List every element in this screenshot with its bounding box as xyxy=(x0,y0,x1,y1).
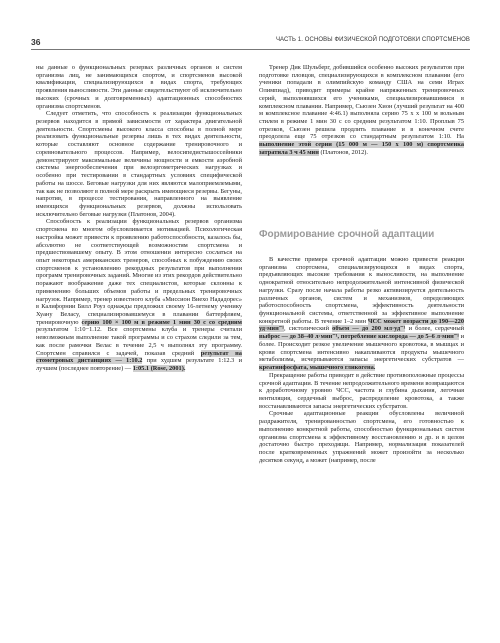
text-run: Способность к реализации функциональных резервов организма спортсмена во многом обусловливается мотивацией. Психологическая настройка может привести к проявлению работоспособности, казалось бы, абсолютно не соответствующей возможностям спортсмена и предшествовавшему опыту. В этом отношении интересно сослаться на опыт некоторых американских тренеров, способных к побуждению своих спортсменов к установлению рекордных результатов при выполнении программ тренировочных заданий. Многие из этих рекордов действительно поражают воображение даже тех специалистов, которые склонны к применению больших объемов работы и предельных тренировочных нагрузок. Например, тренер известного клуба «Миссион Виехо Нададорес» в Калифорнии Билл Роуз однажды предложил своему 16-летнему ученику Хуану Велаcу, специализировавшемуся в плавании баттерфляем, тренировочную xyxy=(36,218,242,326)
section-title: Формирование срочной адаптации xyxy=(259,229,435,240)
right-column-bottom xyxy=(259,256,464,464)
highlighted-text: 1:05.1 (Rose, 2001). xyxy=(132,365,186,373)
highlighted-text: креатинфосфата, мышечного гликогена. xyxy=(259,364,376,372)
highlighted-text: выброс — до 38–40 л·мин⁻¹, потребление кислорода — до 5–6 л·мин⁻¹ xyxy=(259,333,459,341)
paragraph: ны данные о функциональных резервах различных органов и систем организма лиц, не занимающихся спортом, и спортсменов высокой квалификации, специализирующихся в видах спорта, требующих проявления выносливости. Эти данные свидетельствуют об исключительно высоких (срочных и долговременных) адаптационных способностях организма спортсменов. xyxy=(36,64,242,110)
highlighted-text: ЧСС может возрасти до 190—220 уд·мин⁻¹ xyxy=(259,317,464,333)
text-run: , систолический xyxy=(283,325,329,333)
paragraph: Прекращение работы приводит в действие противоположные процессы срочной адаптации. В течение непродолжительного времени возвращаются к доработочному уровню ЧСС, частота и глубина дыхания, легочная вентиляция, сердечный выброс, распределение кровотока, а также восстанавливаются запасы энергетических субстратов. xyxy=(259,371,464,410)
paragraph xyxy=(36,218,242,372)
paragraph xyxy=(259,256,464,372)
page-number: 36 xyxy=(31,37,41,47)
paragraph xyxy=(259,64,464,157)
text-run: В качестве примера срочной адаптации можно привести реакции организма спортсмена, специализирующихся в видах спорта, предъявляющих высокие требования к выносливости, на выполнение однократной относительно непродолжительной интенсивной физической нагрузки. Сразу после начала работы резко активизируется деятельность различных органов, систем и механизмов, определяющих работоспособность спортсмена, эффективность деятельности функциональной системы, ответственной за эффективное выполнение конкретной работы. В течение 1–2 мин xyxy=(259,256,464,325)
left-column xyxy=(36,64,242,373)
highlighted-text: серию 100 × 100 м в режиме 1 мин 30 с со средним xyxy=(81,318,243,326)
text-run: и более. Происходит резкое увеличение мышечного кровотока, в мышцах и крови спортсмена интенсивно накапливаются продукты мышечного метаболизма, исчерпываются запасы энергетических субстратов — xyxy=(259,333,464,364)
right-column-top xyxy=(259,64,464,157)
text-run: (Платонов, 2012). xyxy=(320,148,368,156)
paragraph: Следует отметить, что способность к реализации функциональных резервов находится в прямой зависимости от характера двигательной деятельности. Спортсмены высокого класса способны в полной мере реализовать функциональные резервы лишь в тех видах деятельности, которые составляют основное содержание тренировочного и соревновательного процессов. Например, велосипедистышоссейники демонстрируют максимальные величины мощности и емкости аэробной системы энергообеспечения при велоэргометрических нагрузках и особенно при тестировании в стандартных условиях специфической работы на шоссе. Беговые нагрузки для них являются малоприемлемыми, так как не позволяют в полной мере раскрыть имеющиеся резервы. Бегуны, напротив, в процессе тестирования, направленного на выявление имеющихся функциональных резервов, должны использовать исключительно беговые нагрузки (Платонов, 2004). xyxy=(36,110,242,218)
text-run: Тренер Дик Шульберг, добившийся особенно высоких результатов при подготовке пловцов, специализирующихся в комплексном плавании (его ученики попадали в олимпийскую команду США на семи Играх Олимпиад), приводит примеры крайне напряженных тренировочных серий, выполнявшихся его учениками, специализировавшимися в комплексном плавании. Например, Сьюзен Хион (лучший результат на 400 м комплексное плавание 4:46.1) выполняла серию 75 х х 100 м вольным стилем в режиме 1 мин 30 с со средним результатом 1:10. Проплыв 75 отрезков, Сьюзен решила продлить плавание и в конечном счете преодолела еще 75 отрезков со стандартным результатом 1:10. На xyxy=(259,64,464,141)
text-run: при худшем результате 1:12.3 и лучшем (последнее повторение) — xyxy=(36,357,242,373)
chapter-header: ЧАСТЬ 1. ОСНОВЫ ФИЗИЧЕСКОЙ ПОДГОТОВКИ СПОРТСМЕНОВ xyxy=(275,37,470,43)
text-run: и более, сердечный xyxy=(408,325,464,333)
header-rule xyxy=(31,49,470,50)
highlighted-text: объем — до 200 мл·уд⁻¹ xyxy=(332,325,406,333)
highlighted-text: выполнение этой серии (15 000 м — 150 х 100 м) спортсменка затратила 3 ч 45 мин xyxy=(259,141,464,156)
text-run: результатом 1:10−1.12. Все спортсмены клуба и тренеры считали невозможным выполнение такой программы и со страхом следили за тем, как после рамочки Велас в течение 2,5 ч выполнял эту программу. Спортсмен справился с задачей, показав средний xyxy=(36,326,242,357)
paragraph: Срочные адаптационные реакции обусловлены величиной раздражителя, тренированностью спортсмена, его готовностью к выполнению конкретной работы, способностью функциональных систем организма спортсмена к эффективному восстановлению и др. и в целом достаточно быстро преходящи. Например, нормализация показателей после кратковременных упражнений может произойти за несколько десятков секунд, а может (например, после xyxy=(259,410,464,464)
highlighted-text: результат на стометровых дистанциях — 1:10.2 xyxy=(36,349,242,365)
